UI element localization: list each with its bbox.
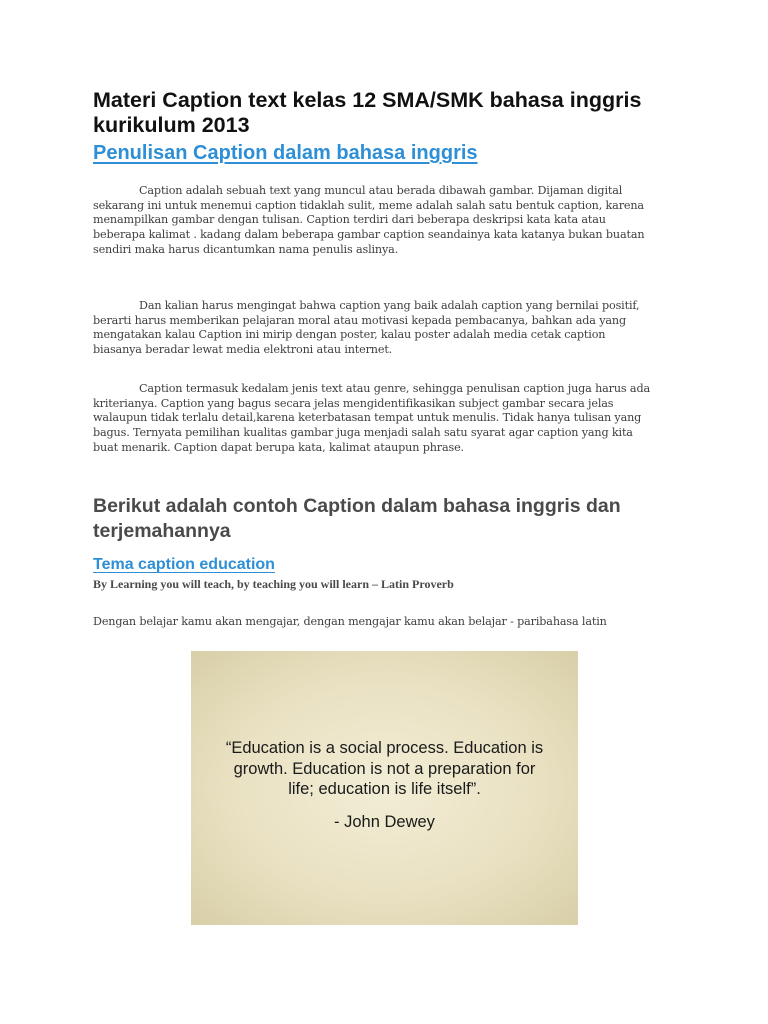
image-quote-text: “Education is a social process. Education is growth. Education is not a preparation for life; education is life itself”. <box>225 739 544 799</box>
quote-english: By Learning you will teach, by teaching you will learn – Latin Proverb <box>93 577 454 591</box>
theme-heading-link[interactable]: Tema caption education <box>93 556 275 573</box>
section-heading: Berikut adalah contoh Caption dalam bahasa inggris dan terjemahannya <box>93 495 621 542</box>
paragraph-1: Caption adalah sebuah text yang muncul atau berada dibawah gambar. Dijaman digital sekarang ini untuk menemui caption tidaklah sulit, meme adalah salah satu bentuk caption, karena menampilkan gambar dengan tulisan. Caption terdiri dari beberapa deskripsi kata kata atau beberapa kalimat . kadang dalam beberapa gambar caption seandainya kata katanya bukan buatan sendiri maka harus dicantumkan nama penulis aslinya. <box>93 184 645 256</box>
page-title: Materi Caption text kelas 12 SMA/SMK bahasa inggris kurikulum 2013 <box>93 88 642 137</box>
subtitle-link[interactable]: Penulisan Caption dalam bahasa inggris <box>93 142 478 164</box>
quote-image <box>191 651 578 925</box>
paragraph-3: Caption termasuk kedalam jenis text atau genre, sehingga penulisan caption juga harus ada kriterianya. Caption yang bagus secara jelas mengidentifikasikan subject gambar secara jelas walaupun tidak terlalu detail,karena keterbatasan tempat untuk menulis. Tidak hanya tulisan yang bagus. Ternyata pemilihan kualitas gambar juga menjadi salah satu syarat agar caption yang kita buat menarik. Caption dapat berupa kata, kalimat ataupun phrase. <box>93 382 650 454</box>
quote-indonesian: Dengan belajar kamu akan mengajar, dengan mengajar kamu akan belajar - paribahasa latin <box>93 615 607 628</box>
image-quote-author: - John Dewey <box>334 812 435 831</box>
paragraph-2: Dan kalian harus mengingat bahwa caption yang baik adalah caption yang bernilai positif, berarti harus memberikan pelajaran moral atau motivasi kepada pembacanya, bahkan ada yang mengatakan kalau Caption ini mirip dengan poster, kalau poster adalah media cetak caption biasanya beradar lewat media elektroni atau internet. <box>93 299 640 357</box>
